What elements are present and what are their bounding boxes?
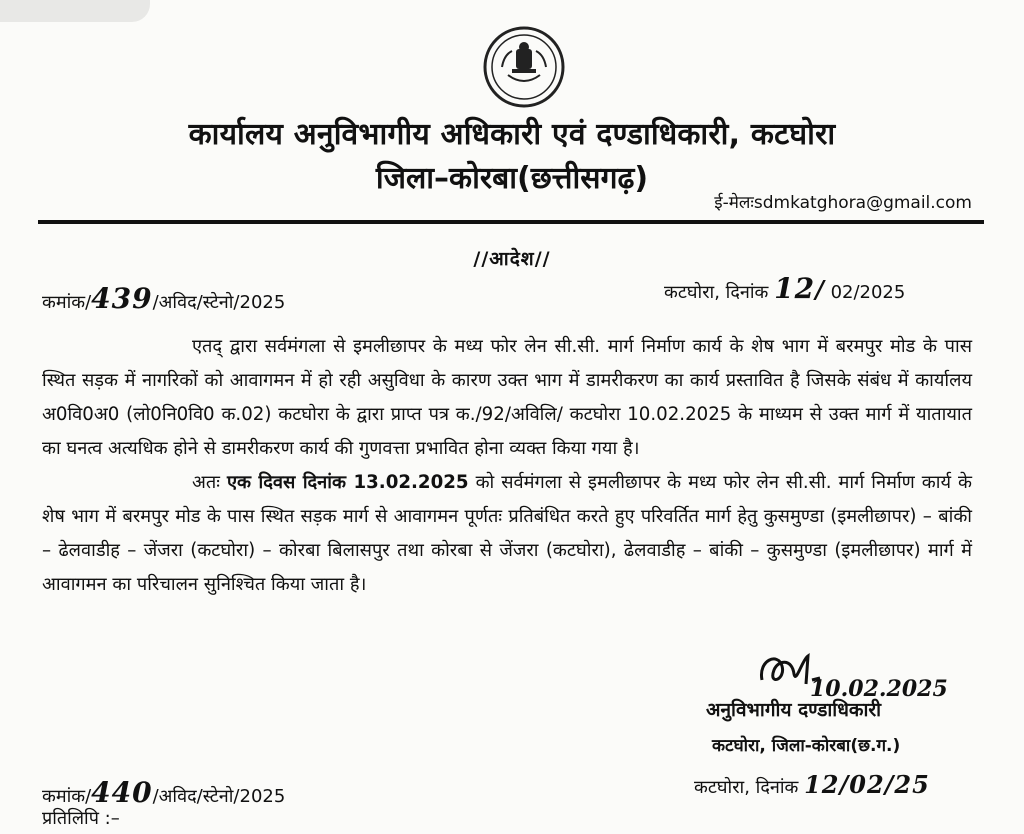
handwritten-day: 12: [774, 272, 816, 305]
copy-to-label: प्रतिलिपि :–: [42, 808, 120, 829]
highlighted-date: एक दिवस दिनांक 13.02.2025: [226, 472, 469, 493]
signatory-designation: अनुविभागीय दण्डाधिकारी: [706, 699, 882, 721]
handwritten-reference-number: 439: [91, 282, 153, 315]
copy-reference-number: कमांक/440/अविद/स्टेनो/2025: [42, 776, 286, 809]
handwritten-copy-number: 440: [91, 776, 153, 809]
district-title: जिला–कोरबा(छत्तीसगढ़): [375, 161, 649, 196]
scan-corner: [0, 0, 150, 22]
place-and-date: कटघोरा, दिनांक 12/ 02/2025: [664, 272, 906, 305]
paragraph-1: एतद् द्वारा सर्वमंगला से इमलीछापर के मध्य फोर लेन सी.सी. मार्ग निर्माण कार्य के शेष भाग में बरमपुर मोड के पास स्थित सड़क में नागरिकों को आवागमन में हो रही असुविधा के कारण उक्त भाग में डामरीकरण का कार्य प्रस्तावित है जिसके संबंध में कार्यालय अ0वि0अ0 (लो0नि0वि0 क.02) कटघोरा के द्वारा प्राप्त पत्र क./92/अविलि/ कटघोरा 10.02.2025 के माध्यम से उक्त मार्ग में यातायात का घनत्व अत्यधिक होने से डामरीकरण कार्य की गुणवत्ता प्रभावित होना व्यक्त किया गया है।: [42, 336, 972, 459]
header-rule: [38, 220, 984, 224]
order-body: [42, 330, 972, 602]
order-heading: //आदेश//: [473, 248, 551, 270]
handwritten-copy-date: 12/02/25: [804, 770, 930, 799]
office-title: कार्यालय अनुविभागीय अधिकारी एवं दण्डाधिकारी, कटघोरा: [188, 117, 836, 152]
state-emblem-seal: [482, 25, 566, 109]
office-email: ई-मेलःsdmkatghora@gmail.com: [714, 193, 972, 213]
signatory-place: कटघोरा, जिला-कोरबा(छ.ग.): [712, 736, 901, 756]
copy-place-and-date: कटघोरा, दिनांक 12/02/25: [694, 770, 930, 799]
paragraph-2: अतः एक दिवस दिनांक 13.02.2025 को सर्वमंगला से इमलीछापर के मध्य फोर लेन सी.सी. मार्ग निर्माण कार्य के शेष भाग में बरमपुर मोड के पास स्थित सड़क मार्ग से आवागमन पूर्णतः प्रतिबंधित करते हुए परिवर्तित मार्ग हेतु कुसमुण्डा (इमलीछापर) – बांकी – ढेलवाडीह – जेंजरा (कटघोरा) – कोरबा बिलासपुर तथा कोरबा से जेंजरा (कटघोरा), ढेलवाडीह – बांकी – कुसमुण्डा (इमलीछापर) मार्ग में आवागमन का परिचालन सुनिश्चित किया जाता है।: [42, 472, 972, 595]
reference-number: कमांक/439/अविद/स्टेनो/2025: [42, 282, 286, 315]
signature-date: 10.02.2025: [810, 676, 948, 702]
